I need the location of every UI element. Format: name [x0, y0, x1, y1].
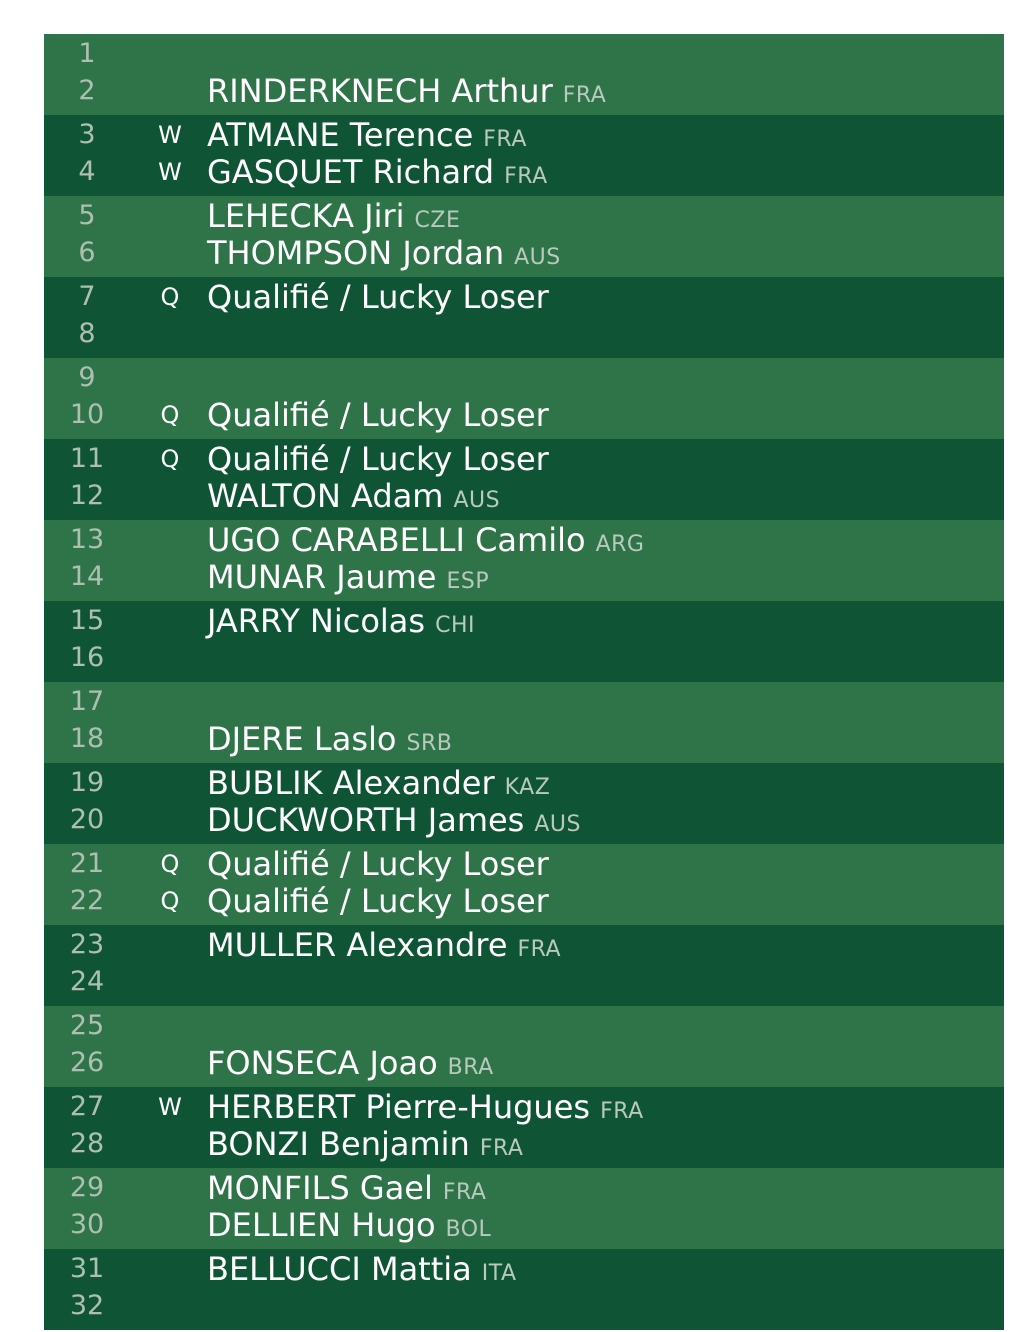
player-country-code: FRA [479, 1135, 524, 1161]
draw-position-number: 10 [69, 398, 105, 430]
draw-pair [44, 682, 1004, 763]
player-country-code: AUS [514, 244, 561, 270]
player-country-code: FRA [562, 82, 607, 108]
draw-position-number: 23 [69, 929, 105, 960]
draw-line[interactable] [44, 927, 1004, 963]
player-country-code: KAZ [504, 775, 551, 800]
player-country-code: FRA [517, 937, 562, 962]
entry-status-tag: W [158, 121, 182, 149]
player-name[interactable] [207, 721, 452, 762]
player-name-text: Qualifié / Lucky Loser [207, 440, 549, 478]
player-country-code: FRA [483, 127, 527, 152]
draw-line[interactable] [44, 478, 1004, 514]
player-country-code: FRA [504, 163, 548, 189]
draw-position-number: 17 [69, 686, 105, 717]
player-country-code: ARG [595, 532, 645, 557]
draw-table [44, 34, 1004, 1330]
player-name-text: UGO CARABELLI Camilo [207, 521, 586, 559]
player-name-text: Qualifié / Lucky Loser [207, 881, 549, 920]
player-name[interactable] [207, 846, 549, 882]
player-name-text: GASQUET Richard [207, 152, 495, 191]
player-name[interactable] [207, 603, 475, 644]
player-name-text: Qualifié / Lucky Loser [207, 845, 549, 883]
draw-position-number: 32 [69, 1289, 105, 1321]
draw-line[interactable] [44, 397, 1004, 433]
player-name-text: FONSECA Joao [207, 1043, 438, 1082]
draw-position-number: 9 [78, 362, 96, 393]
player-name[interactable] [207, 559, 489, 600]
draw-position-number: 2 [78, 74, 96, 106]
player-country-code: ESP [446, 568, 490, 594]
player-country-code: ITA [481, 1261, 517, 1286]
draw-pair [44, 925, 1004, 1006]
player-name[interactable] [207, 235, 561, 276]
draw-line[interactable] [44, 316, 1004, 352]
draw-position-number: 14 [69, 560, 105, 592]
draw-pair [44, 439, 1004, 520]
entry-status-tag: Q [160, 850, 180, 878]
draw-position-number: 6 [78, 236, 96, 268]
player-name[interactable] [207, 397, 549, 433]
player-name-text: Qualifié / Lucky Loser [207, 278, 549, 316]
player-country-code: BRA [447, 1054, 494, 1080]
draw-line[interactable] [44, 684, 1004, 720]
draw-position-number: 11 [69, 443, 105, 474]
player-name-text: ATMANE Terence [207, 116, 474, 154]
draw-pair [44, 1168, 1004, 1249]
draw-position-number: 15 [69, 605, 105, 636]
draw-pair [44, 1249, 1004, 1330]
player-name-text: BONZI Benjamin [207, 1124, 470, 1163]
player-country-code: SRB [406, 730, 453, 756]
draw-position-number: 13 [69, 524, 105, 555]
draw-position-number: 20 [69, 803, 105, 835]
entry-status-tag: Q [160, 400, 180, 429]
player-name-text: RINDERKNECH Arthur [207, 71, 553, 110]
draw-line[interactable] [44, 802, 1004, 838]
draw-line[interactable] [44, 721, 1004, 757]
draw-pair [44, 844, 1004, 925]
draw-line[interactable] [44, 279, 1004, 315]
draw-pair [44, 763, 1004, 844]
draw-position-number: 19 [69, 767, 105, 798]
draw-line[interactable] [44, 36, 1004, 72]
player-country-code: CZE [414, 208, 461, 233]
player-name-text: DELLIEN Hugo [207, 1205, 436, 1244]
entry-status-tag: Q [160, 445, 180, 473]
player-name-text: MUNAR Jaume [207, 557, 437, 596]
player-name[interactable] [207, 478, 500, 519]
draw-line[interactable] [44, 117, 1004, 153]
draw-line[interactable] [44, 441, 1004, 477]
draw-line[interactable] [44, 73, 1004, 109]
draw-position-number: 18 [69, 722, 105, 754]
player-country-code: AUS [534, 811, 581, 837]
player-name[interactable] [207, 927, 561, 968]
draw-line[interactable] [44, 559, 1004, 595]
draw-position-number: 26 [69, 1046, 105, 1078]
draw-line[interactable] [44, 964, 1004, 1000]
draw-line[interactable] [44, 235, 1004, 271]
draw-position-number: 7 [78, 281, 96, 312]
player-name[interactable] [207, 1207, 491, 1248]
draw-line[interactable] [44, 1170, 1004, 1206]
entry-status-tag: Q [160, 283, 180, 311]
draw-line[interactable] [44, 1251, 1004, 1287]
draw-line[interactable] [44, 522, 1004, 558]
draw-line[interactable] [44, 765, 1004, 801]
draw-position-number: 31 [69, 1253, 105, 1284]
draw-line[interactable] [44, 883, 1004, 919]
draw-position-number: 1 [78, 38, 96, 69]
player-name-text: MULLER Alexandre [207, 926, 508, 964]
player-name-text: LEHECKA Jiri [207, 197, 405, 235]
draw-position-number: 8 [78, 317, 96, 349]
draw-position-number: 27 [69, 1091, 105, 1122]
player-name[interactable] [207, 154, 548, 195]
draw-line[interactable] [44, 360, 1004, 396]
player-name[interactable] [207, 802, 581, 843]
draw-position-number: 30 [69, 1208, 105, 1240]
draw-pair [44, 358, 1004, 439]
draw-position-number: 5 [78, 200, 96, 231]
draw-pair [44, 115, 1004, 196]
draw-line[interactable] [44, 1288, 1004, 1324]
player-name-text: JARRY Nicolas [207, 602, 426, 640]
player-name-text: DUCKWORTH James [207, 800, 525, 839]
draw-pair [44, 1087, 1004, 1168]
player-name-text: THOMPSON Jordan [207, 233, 505, 272]
draw-line[interactable] [44, 1008, 1004, 1044]
draw-line[interactable] [44, 640, 1004, 676]
draw-pair [44, 1006, 1004, 1087]
draw-position-number: 12 [69, 479, 105, 511]
player-name[interactable] [207, 883, 549, 919]
player-name-text: BUBLIK Alexander [207, 764, 495, 802]
draw-position-number: 28 [69, 1127, 105, 1159]
entry-status-tag: W [158, 1093, 182, 1121]
draw-line[interactable] [44, 1045, 1004, 1081]
draw-line[interactable] [44, 1089, 1004, 1125]
draw-pair [44, 34, 1004, 115]
draw-position-number: 21 [69, 848, 105, 879]
player-name-text: MONFILS Gael [207, 1169, 433, 1207]
draw-line[interactable] [44, 198, 1004, 234]
player-name[interactable] [207, 1045, 494, 1086]
draw-position-number: 16 [69, 641, 105, 673]
player-name[interactable] [207, 1126, 523, 1167]
player-name[interactable] [207, 441, 549, 477]
draw-pair [44, 196, 1004, 277]
player-country-code: BOL [445, 1216, 492, 1242]
player-name-text: Qualifié / Lucky Loser [207, 395, 549, 434]
draw-position-number: 22 [69, 884, 105, 916]
draw-pair [44, 277, 1004, 358]
player-name-text: WALTON Adam [207, 476, 444, 515]
player-country-code: CHI [435, 613, 475, 638]
player-name-text: DJERE Laslo [207, 719, 397, 758]
draw-position-number: 25 [69, 1010, 105, 1041]
entry-status-tag: Q [160, 886, 180, 915]
draw-pair [44, 601, 1004, 682]
draw-line[interactable] [44, 154, 1004, 190]
draw-pair [44, 520, 1004, 601]
draw-line[interactable] [44, 1126, 1004, 1162]
player-name-text: BELLUCCI Mattia [207, 1250, 472, 1288]
player-country-code: AUS [453, 487, 501, 513]
player-name-text: HERBERT Pierre-Hugues [207, 1088, 591, 1126]
player-name[interactable] [207, 1251, 517, 1292]
player-name[interactable] [207, 73, 606, 114]
player-name[interactable] [207, 279, 549, 315]
draw-position-number: 29 [69, 1172, 105, 1203]
draw-position-number: 3 [78, 119, 96, 150]
draw-line[interactable] [44, 846, 1004, 882]
entry-status-tag: W [158, 157, 182, 186]
draw-line[interactable] [44, 603, 1004, 639]
draw-position-number: 4 [78, 155, 96, 187]
player-country-code: FRA [600, 1099, 644, 1124]
draw-line[interactable] [44, 1207, 1004, 1243]
player-country-code: FRA [442, 1180, 487, 1205]
draw-position-number: 24 [69, 965, 105, 997]
